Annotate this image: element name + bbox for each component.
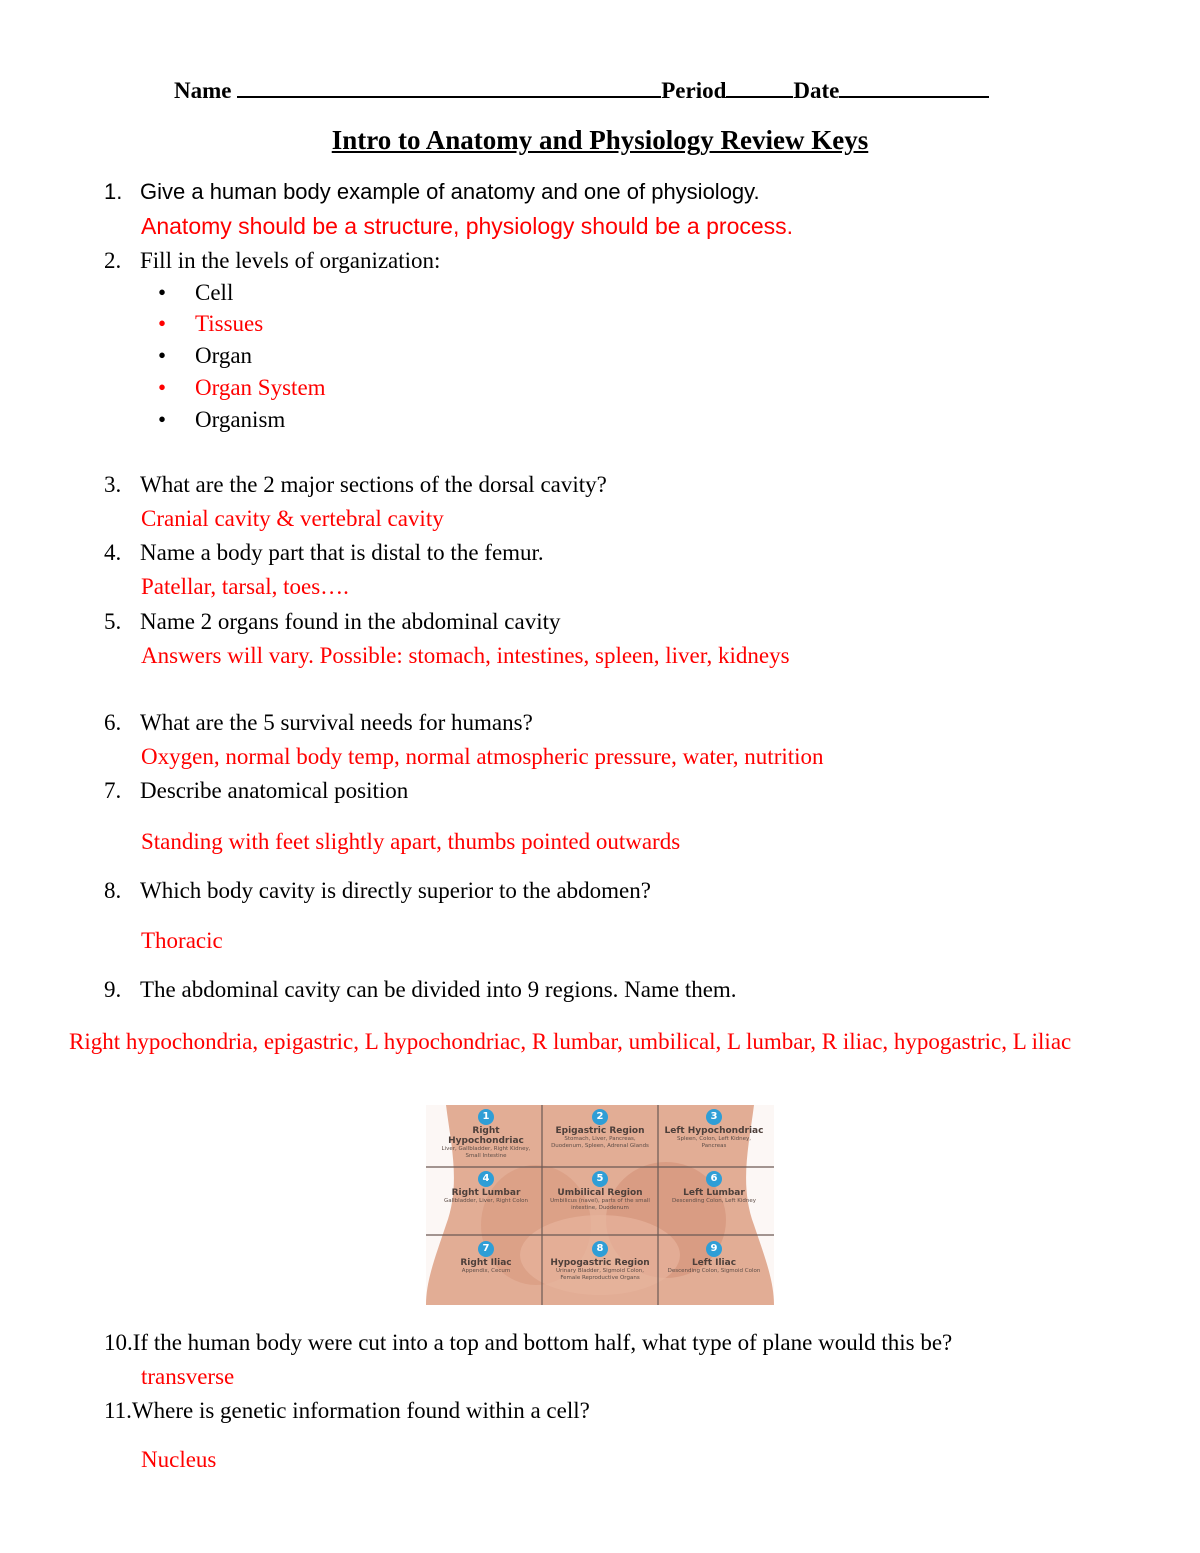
page-title: Intro to Anatomy and Physiology Review Keys: [331, 125, 869, 155]
date-blank[interactable]: [839, 74, 989, 98]
question-9: 9. The abdominal cavity can be divided into 9 regions. Name them.: [104, 977, 737, 1002]
answer-1: Anatomy should be a structure, physiology should be a process.: [141, 213, 794, 239]
region-cell: 7 Right Iliac Appendix, Cecum: [460, 1243, 512, 1274]
region-cell: 2 Epigastric Region Stomach, Liver, Pancreas, Duodenum, Spleen, Adrenal Glands: [551, 1111, 649, 1149]
answer-3: Cranial cavity & vertebral cavity: [141, 506, 444, 531]
date-label: Date: [793, 78, 840, 103]
question-1: 1. Give a human body example of anatomy and one of physiology.: [104, 179, 760, 204]
question-2: 2. Fill in the levels of organization:: [104, 248, 441, 273]
region-cell: 6 Left Lumbar Descending Colon, Left Kidney: [671, 1173, 757, 1204]
answer-10: transverse: [141, 1364, 235, 1389]
region-cell: 3 Left Hypochondriac Spleen, Colon, Left Kidney, Pancreas: [664, 1111, 764, 1149]
name-blank[interactable]: [237, 74, 661, 98]
region-cell: 4 Right Lumbar Gallbladder, Liver, Right Colon: [443, 1173, 528, 1204]
region-cell: 5 Umbilical Region Umbilicus (navel), parts of the small intestine, Duodenum: [550, 1173, 650, 1211]
region-cell: 9 Left Iliac Descending Colon, Sigmoid Colon: [667, 1243, 761, 1274]
region-cell: 1 Right Hypochondriac Liver, Gallbladder, Right Kidney, Small Intestine: [441, 1111, 531, 1159]
question-10: 10.If the human body were cut into a top and bottom half, what type of plane would this be?: [104, 1330, 953, 1355]
answer-11: Nucleus: [141, 1447, 217, 1472]
level-item: • Tissues: [158, 311, 264, 336]
question-8: 8. Which body cavity is directly superior to the abdomen?: [104, 878, 651, 903]
question-3: 3. What are the 2 major sections of the dorsal cavity?: [104, 472, 607, 497]
header-row: [174, 74, 989, 104]
period-label: Period: [661, 78, 727, 103]
question-7: 7. Describe anatomical position: [104, 778, 409, 803]
answer-4: Patellar, tarsal, toes….: [141, 574, 349, 599]
level-item: • Organism: [158, 407, 286, 432]
answer-7: Standing with feet slightly apart, thumbs pointed outwards: [141, 829, 681, 854]
answer-8: Thoracic: [141, 928, 223, 953]
abdominal-regions-figure: [426, 1105, 774, 1305]
period-blank[interactable]: [726, 74, 793, 98]
name-label: Name: [174, 78, 232, 103]
answer-9: Right hypochondria, epigastric, L hypochondriac, R lumbar, umbilical, L lumbar, R iliac, hypogastric, L iliac: [69, 1029, 1072, 1054]
question-6: 6. What are the 5 survival needs for humans?: [104, 710, 533, 735]
answer-6: Oxygen, normal body temp, normal atmospheric pressure, water, nutrition: [141, 744, 824, 769]
level-item: • Organ System: [158, 375, 326, 400]
question-5: 5. Name 2 organs found in the abdominal cavity: [104, 609, 561, 634]
level-item: • Organ: [158, 343, 253, 368]
answer-5: Answers will vary. Possible: stomach, intestines, spleen, liver, kidneys: [141, 643, 790, 668]
question-11: 11.Where is genetic information found within a cell?: [104, 1398, 590, 1423]
region-cell: 8 Hypogastric Region Urinary Bladder, Sigmoid Colon, Female Reproductive Organs: [550, 1243, 650, 1281]
question-4: 4. Name a body part that is distal to the femur.: [104, 540, 544, 565]
level-item: • Cell: [158, 280, 234, 305]
